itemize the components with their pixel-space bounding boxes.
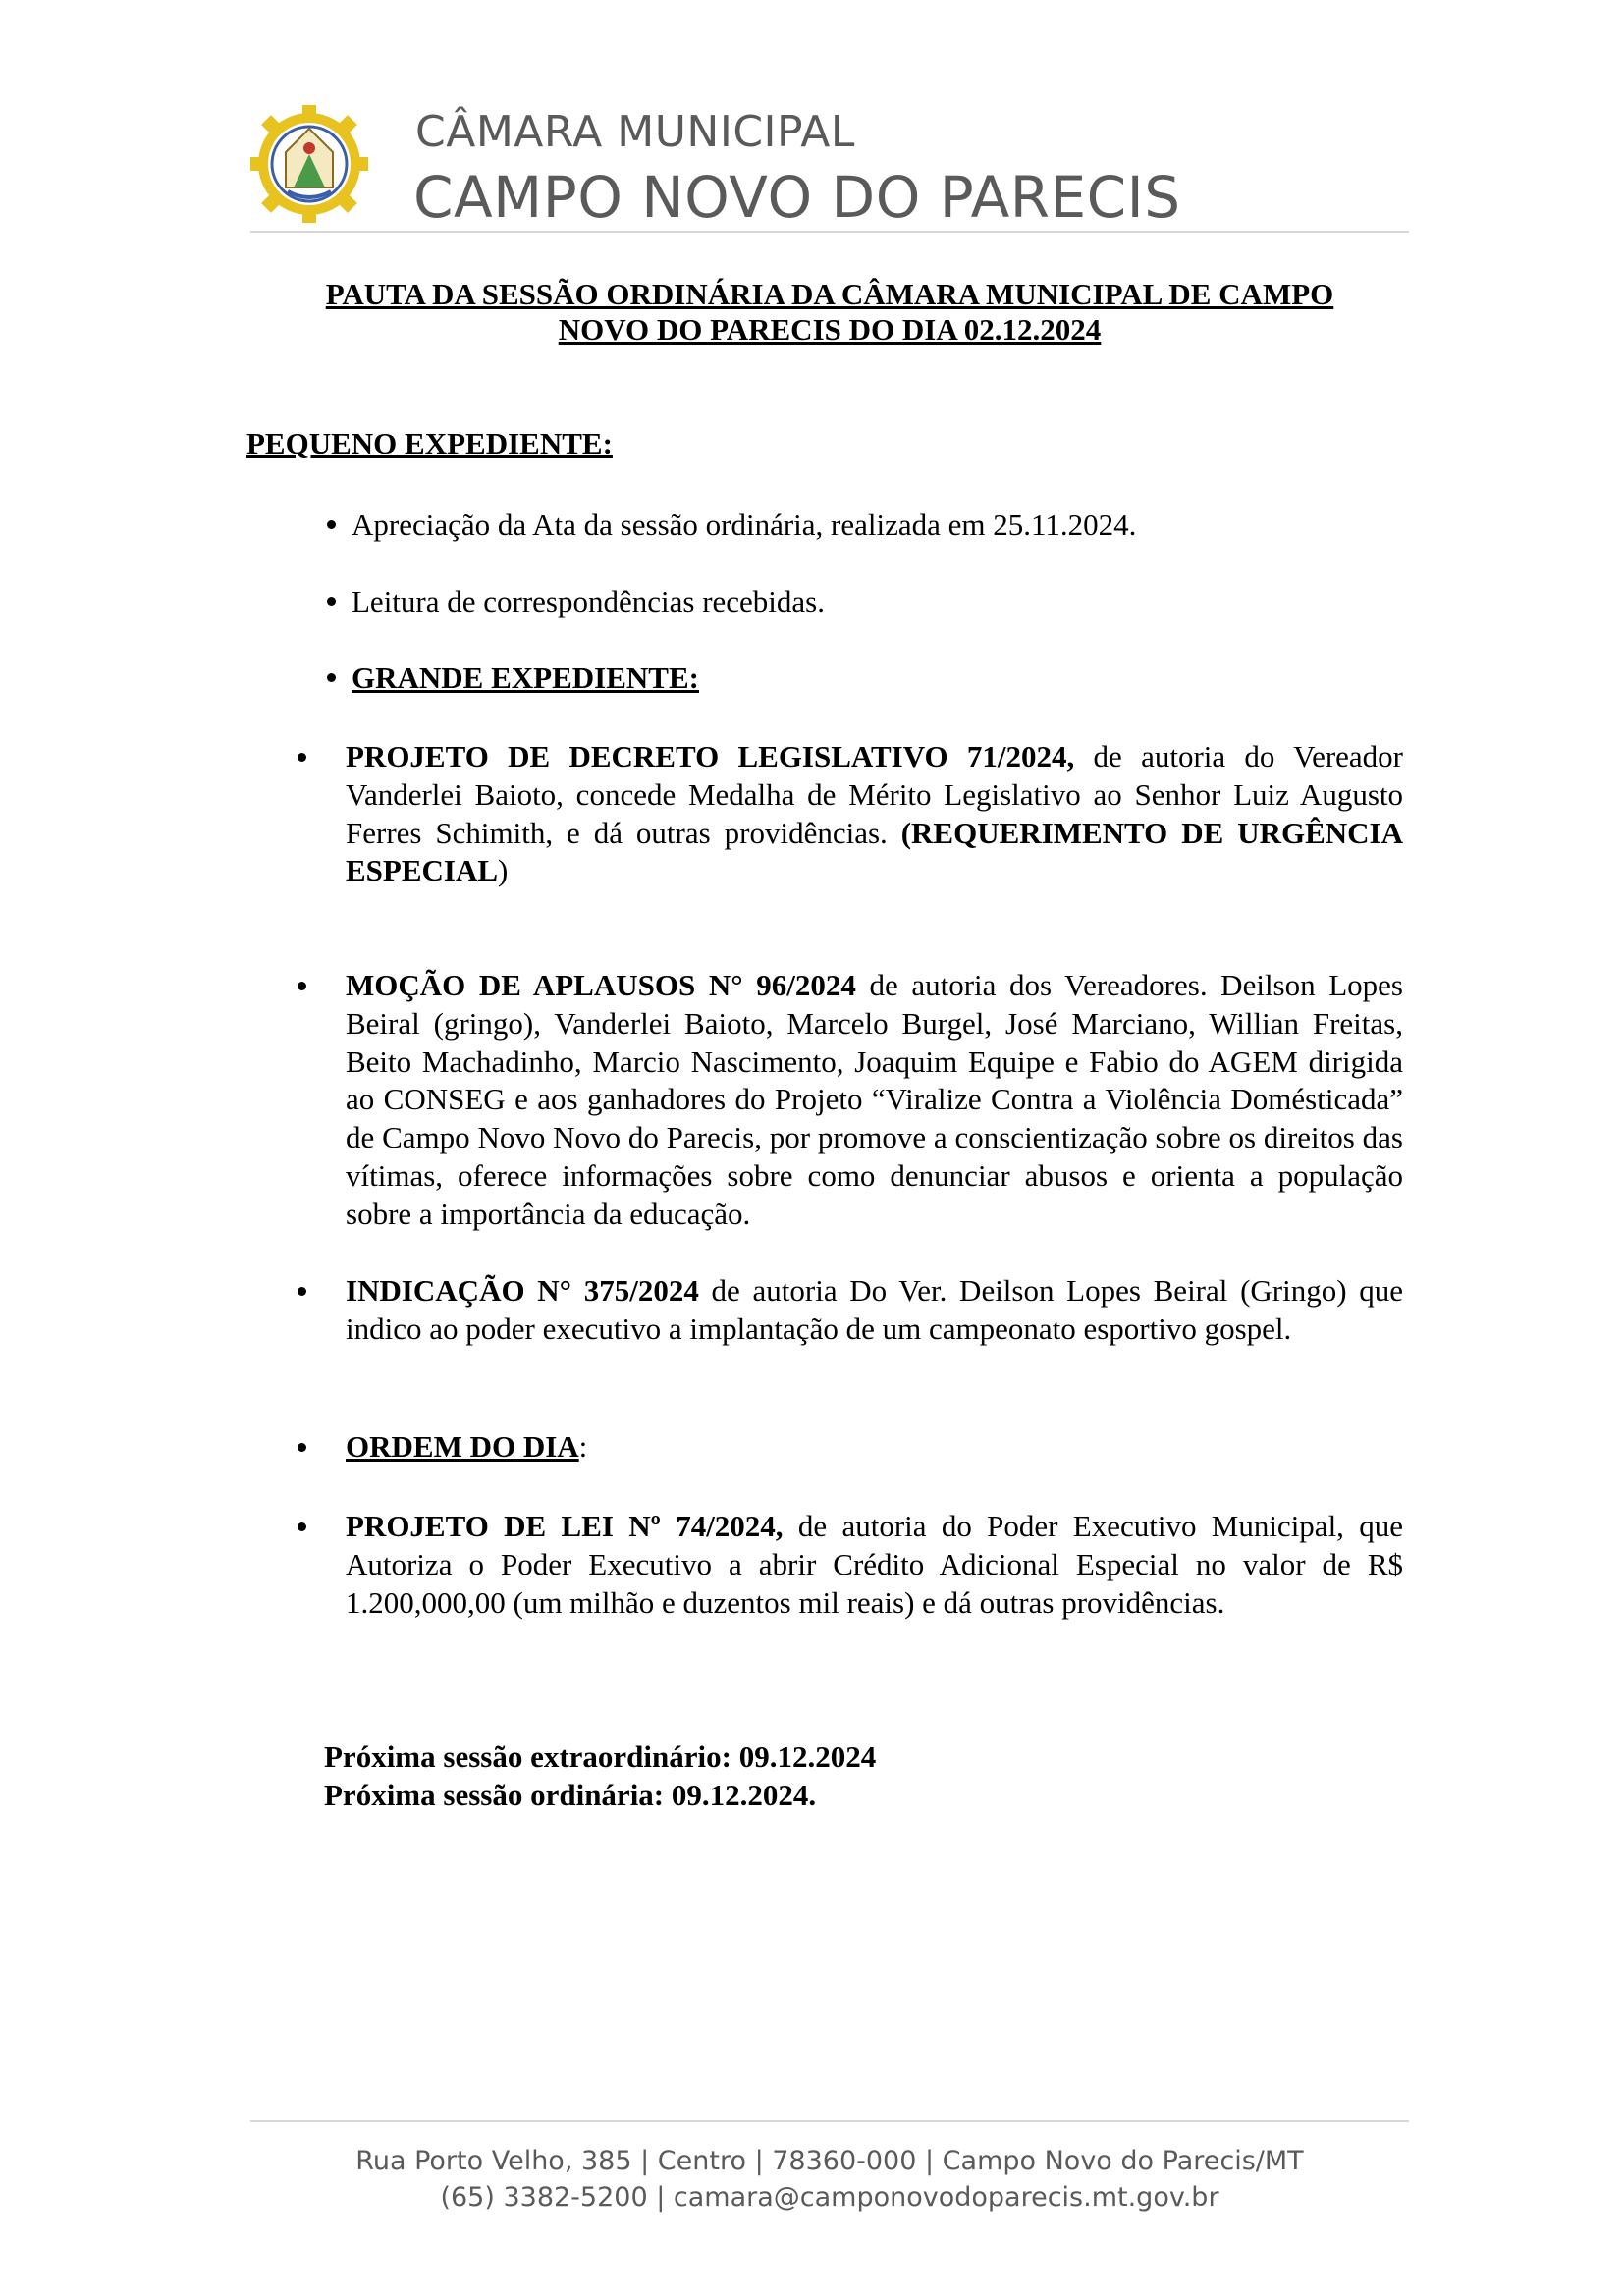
letterhead <box>250 93 1409 240</box>
list-item <box>327 584 825 619</box>
title-line2: NOVO DO PARECIS DO DIA 02.12.2024 <box>558 312 1102 347</box>
next-extraordinary-session: Próxima sessão extraordinário: 09.12.2024 <box>324 1739 877 1774</box>
title-line1: PAUTA DA SESSÃO ORDINÁRIA DA CÂMARA MUNICIPAL DE CAMPO <box>325 277 1334 311</box>
bullet-icon <box>298 1287 306 1296</box>
bullet-icon <box>298 1443 306 1452</box>
list-item <box>327 507 1136 543</box>
bullet-icon <box>327 673 336 682</box>
municipal-seal-logo <box>250 93 368 231</box>
footer-divider <box>250 2120 1409 2122</box>
next-ordinary-session: Próxima sessão ordinária: 09.12.2024. <box>324 1778 817 1812</box>
bullet-icon <box>298 1522 306 1531</box>
agenda-item-note: (REQUERIMENTO DE URGÊNCIA ESPECIAL <box>346 815 1403 888</box>
grande-expediente-heading: GRANDE EXPEDIENTE: <box>352 661 699 695</box>
ordem-do-dia-colon: : <box>578 1429 588 1464</box>
bullet-icon <box>298 982 306 990</box>
header-divider <box>250 231 1409 233</box>
agenda-item <box>346 1508 1403 1622</box>
list-item-text: Apreciação da Ata da sessão ordinária, realizada em 25.11.2024. <box>352 507 1137 542</box>
agenda-item-title: PROJETO DE LEI Nº 74/2024, <box>346 1509 784 1543</box>
ordem-do-dia-label: ORDEM DO DIA <box>346 1429 579 1464</box>
footer-address: Rua Porto Velho, 385 | Centro | 78360-000 | Campo Novo do Parecis/MT <box>355 2146 1304 2176</box>
agenda-item <box>346 738 1403 890</box>
org-name-line1: CÂMARA MUNICIPAL <box>415 107 855 157</box>
org-name-line2: CAMPO NOVO DO PARECIS <box>413 164 1181 231</box>
agenda-item-text: de autoria Do Ver. Deilson Lopes Beiral (Gringo) que indico ao poder executivo a implantação de um campeonato esportivo gospel. <box>346 1273 1403 1346</box>
agenda-item-title: PROJETO DE DECRETO LEGISLATIVO 71/2024, <box>346 739 1075 774</box>
bullet-icon <box>327 520 336 529</box>
agenda-item <box>346 1272 1403 1349</box>
document-title <box>245 277 1414 347</box>
pequeno-expediente-heading: PEQUENO EXPEDIENTE: <box>246 426 613 460</box>
agenda-item-title: INDICAÇÃO N° 375/2024 <box>346 1273 699 1308</box>
agenda-item-title: MOÇÃO DE APLAUSOS N° 96/2024 <box>346 968 856 1002</box>
bullet-icon <box>327 597 336 606</box>
agenda-item-text: de autoria dos Vereadores. Deilson Lopes Beiral (gringo), Vanderlei Baioto, Marcelo Burgel, José Marciano, Willian Freitas, Beito Machadinho, Marcio Nascimento, Joaquim Equipe e Fabio do AGEM dirigida ao CONSEG e aos ganhadores do Projeto “Viralize Contra a Violência Domésticada” de Campo Novo Novo do Parecis, por promove a conscientização sobre os direitos das vítimas, oferece informações sobre como denunciar abusos e orienta a população sobre a importância da educação. <box>346 968 1403 1231</box>
list-item <box>327 661 699 696</box>
bullet-icon <box>298 753 306 762</box>
ordem-do-dia-heading <box>346 1428 1403 1467</box>
agenda-item-text: de autoria do Poder Executivo Municipal, que Autoriza o Poder Executivo a abrir Crédito Adicional Especial no valor de R$ 1.200,000,00 (um milhão e duzentos mil reais) e dá outras providências. <box>346 1509 1404 1620</box>
agenda-item <box>346 967 1403 1234</box>
agenda-item-tail: ) <box>498 853 509 888</box>
agenda-item-text: de autoria do Vereador Vanderlei Baioto, concede Medalha de Mérito Legislativo ao Senhor Luiz Augusto Ferres Schimith, e dá outras providências. <box>346 739 1403 850</box>
list-item-text: Leitura de correspondências recebidas. <box>352 584 825 618</box>
footer-contact: (65) 3382-5200 | camara@camponovodoparecis.mt.gov.br <box>440 2182 1219 2213</box>
